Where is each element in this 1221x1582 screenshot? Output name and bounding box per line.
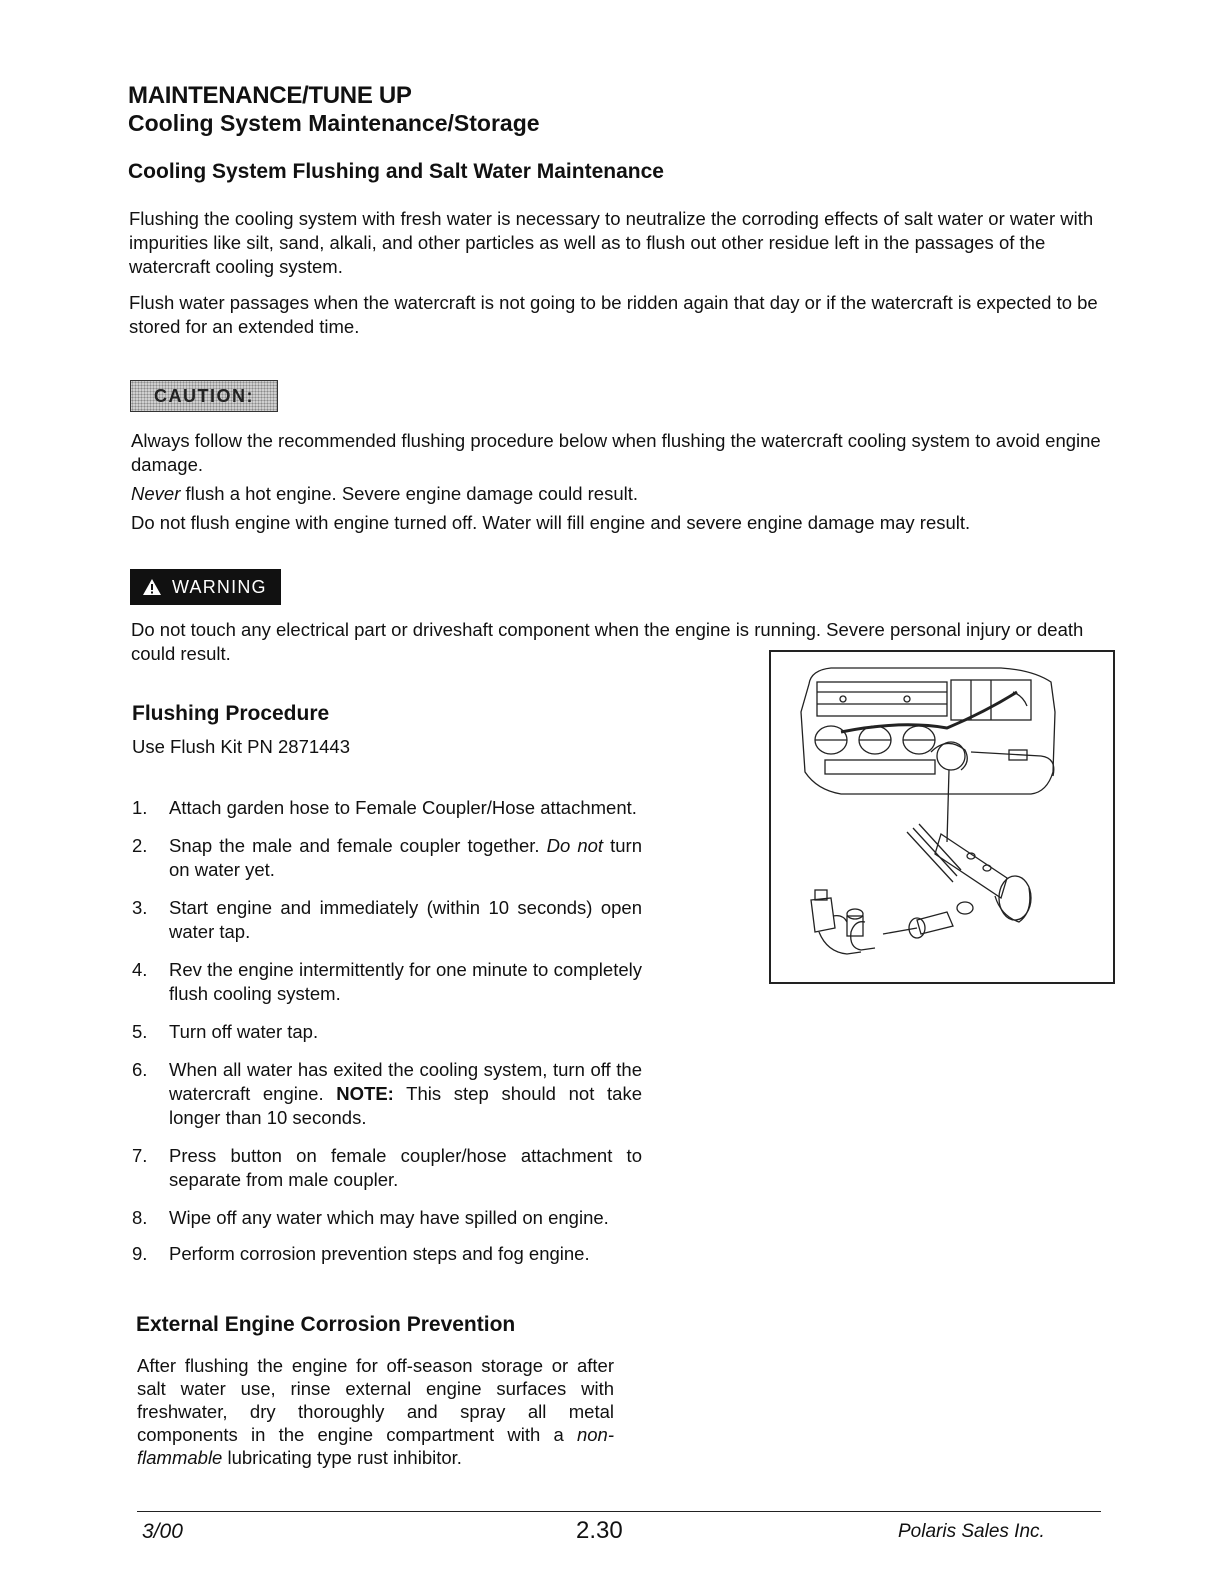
caution-label: CAUTION: — [130, 380, 278, 412]
step-4: 4. Rev the engine intermittently for one minute to completely flush cooling system. — [132, 959, 642, 1004]
footer-company: Polaris Sales Inc. — [898, 1521, 1045, 1542]
warning-triangle-icon — [142, 578, 162, 596]
step-3: 3. Start engine and immediately (within 10 seconds) open water tap. — [132, 897, 642, 942]
footer-page-number: 2.30 — [576, 1517, 623, 1544]
engine-flush-kit-illustration — [771, 652, 1113, 982]
caution-text-2: Never flush a hot engine. Severe engine damage could result. — [131, 483, 639, 504]
step-9: 9. Perform corrosion prevention steps and fog engine. — [132, 1243, 590, 1264]
footer-date: 3/00 — [142, 1520, 183, 1543]
page-section-title: MAINTENANCE/TUNE UP — [128, 82, 412, 109]
caution-text-1: Always follow the recommended flushing procedure below when flushing the watercraft cooling system to avoid engine damage. — [131, 430, 1101, 475]
corrosion-prevention-heading: External Engine Corrosion Prevention — [136, 1313, 516, 1336]
caution-text-3: Do not flush engine with engine turned off. Water will fill engine and severe engine damage may result. — [131, 512, 971, 533]
section-heading-flushing-salt-water: Cooling System Flushing and Salt Water Maintenance — [128, 160, 664, 183]
step-5: 5. Turn off water tap. — [132, 1021, 319, 1042]
flush-kit-text: Use Flush Kit PN 2871443 — [132, 736, 351, 757]
flushing-procedure-heading: Flushing Procedure — [132, 702, 330, 725]
corrosion-prevention-text: After flushing the engine for off-season storage or after salt water use, rinse external engine surfaces with freshwater, dry thoroughly and spray all metal components in the engine compartment with a non-flammable lubricating type rust inhibitor. — [137, 1355, 614, 1468]
flush-kit-figure — [769, 650, 1115, 984]
step-1: 1. Attach garden hose to Female Coupler/Hose attachment. — [132, 797, 637, 818]
warning-label: WARNING — [130, 569, 281, 605]
step-7: 7. Press button on female coupler/hose attachment to separate from male coupler. — [132, 1145, 642, 1190]
warning-text: Do not touch any electrical part or driveshaft component when the engine is running. Severe personal injury or death could result. — [131, 619, 1084, 664]
step-8: 8. Wipe off any water which may have spilled on engine. — [132, 1207, 609, 1228]
step-2: 2. Snap the male and female coupler together. Do not turn on water yet. — [132, 835, 642, 880]
footer-divider — [137, 1511, 1101, 1512]
intro-paragraph: Flushing the cooling system with fresh water is necessary to neutralize the corroding effects of salt water or water with impurities like silt, sand, alkali, and other particles as well as to flush out other residue left in the passages of the watercraft cooling system. — [129, 208, 1094, 277]
flushing-steps-list — [132, 796, 642, 1266]
page-subtitle: Cooling System Maintenance/Storage — [128, 110, 540, 136]
flush-timing-paragraph: Flush water passages when the watercraft is not going to be ridden again that day or if the watercraft is expected to be stored for an extended time. — [129, 292, 1098, 337]
step-6: 6. When all water has exited the cooling system, turn off the watercraft engine. NOTE: This step should not take longer than 10 seconds. — [132, 1059, 642, 1128]
